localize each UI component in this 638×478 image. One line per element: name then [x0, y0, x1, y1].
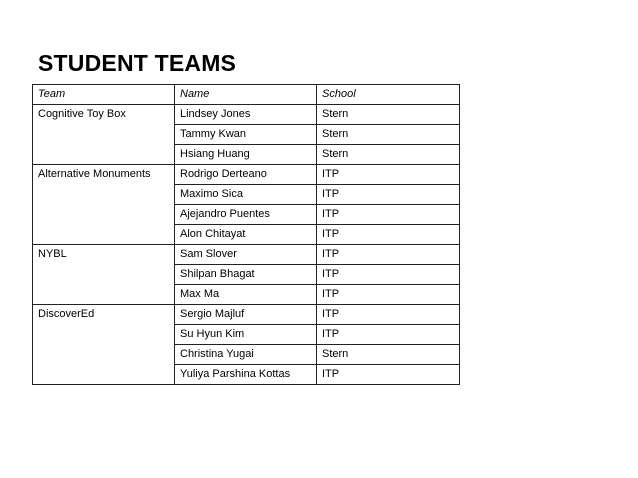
- member-school-cell: ITP: [317, 165, 460, 185]
- table-row: [33, 245, 460, 265]
- member-name-cell: Sergio Majluf: [175, 305, 317, 325]
- table-row: [33, 305, 460, 325]
- member-name-cell: Maximo Sica: [175, 185, 317, 205]
- table-row: [33, 105, 460, 125]
- member-school-cell: ITP: [317, 265, 460, 285]
- member-school-cell: ITP: [317, 225, 460, 245]
- member-name-cell: Shilpan Bhagat: [175, 265, 317, 285]
- column-header-school: School: [317, 85, 460, 105]
- member-name-cell: Su Hyun Kim: [175, 325, 317, 345]
- member-name-cell: Sam Slover: [175, 245, 317, 265]
- table-body: [33, 105, 460, 385]
- member-school-cell: ITP: [317, 205, 460, 225]
- member-school-cell: Stern: [317, 145, 460, 165]
- table-header-row: [33, 85, 460, 105]
- member-name-cell: Christina Yugai: [175, 345, 317, 365]
- member-school-cell: Stern: [317, 345, 460, 365]
- team-name-cell: DiscoverEd: [33, 305, 175, 385]
- member-name-cell: Lindsey Jones: [175, 105, 317, 125]
- member-school-cell: ITP: [317, 365, 460, 385]
- member-name-cell: Rodrigo Derteano: [175, 165, 317, 185]
- member-school-cell: ITP: [317, 245, 460, 265]
- member-school-cell: Stern: [317, 125, 460, 145]
- table-row: [33, 165, 460, 185]
- member-school-cell: ITP: [317, 305, 460, 325]
- member-name-cell: Alon Chitayat: [175, 225, 317, 245]
- member-name-cell: Yuliya Parshina Kottas: [175, 365, 317, 385]
- team-name-cell: Alternative Monuments: [33, 165, 175, 245]
- member-school-cell: Stern: [317, 105, 460, 125]
- team-name-cell: Cognitive Toy Box: [33, 105, 175, 165]
- team-name-cell: NYBL: [33, 245, 175, 305]
- column-header-team: Team: [33, 85, 175, 105]
- member-name-cell: Ajejandro Puentes: [175, 205, 317, 225]
- member-school-cell: ITP: [317, 185, 460, 205]
- member-name-cell: Hsiang Huang: [175, 145, 317, 165]
- member-school-cell: ITP: [317, 285, 460, 305]
- member-name-cell: Max Ma: [175, 285, 317, 305]
- student-teams-table: [32, 84, 460, 385]
- member-name-cell: Tammy Kwan: [175, 125, 317, 145]
- page-title: STUDENT TEAMS: [38, 50, 237, 76]
- member-school-cell: ITP: [317, 325, 460, 345]
- column-header-name: Name: [175, 85, 317, 105]
